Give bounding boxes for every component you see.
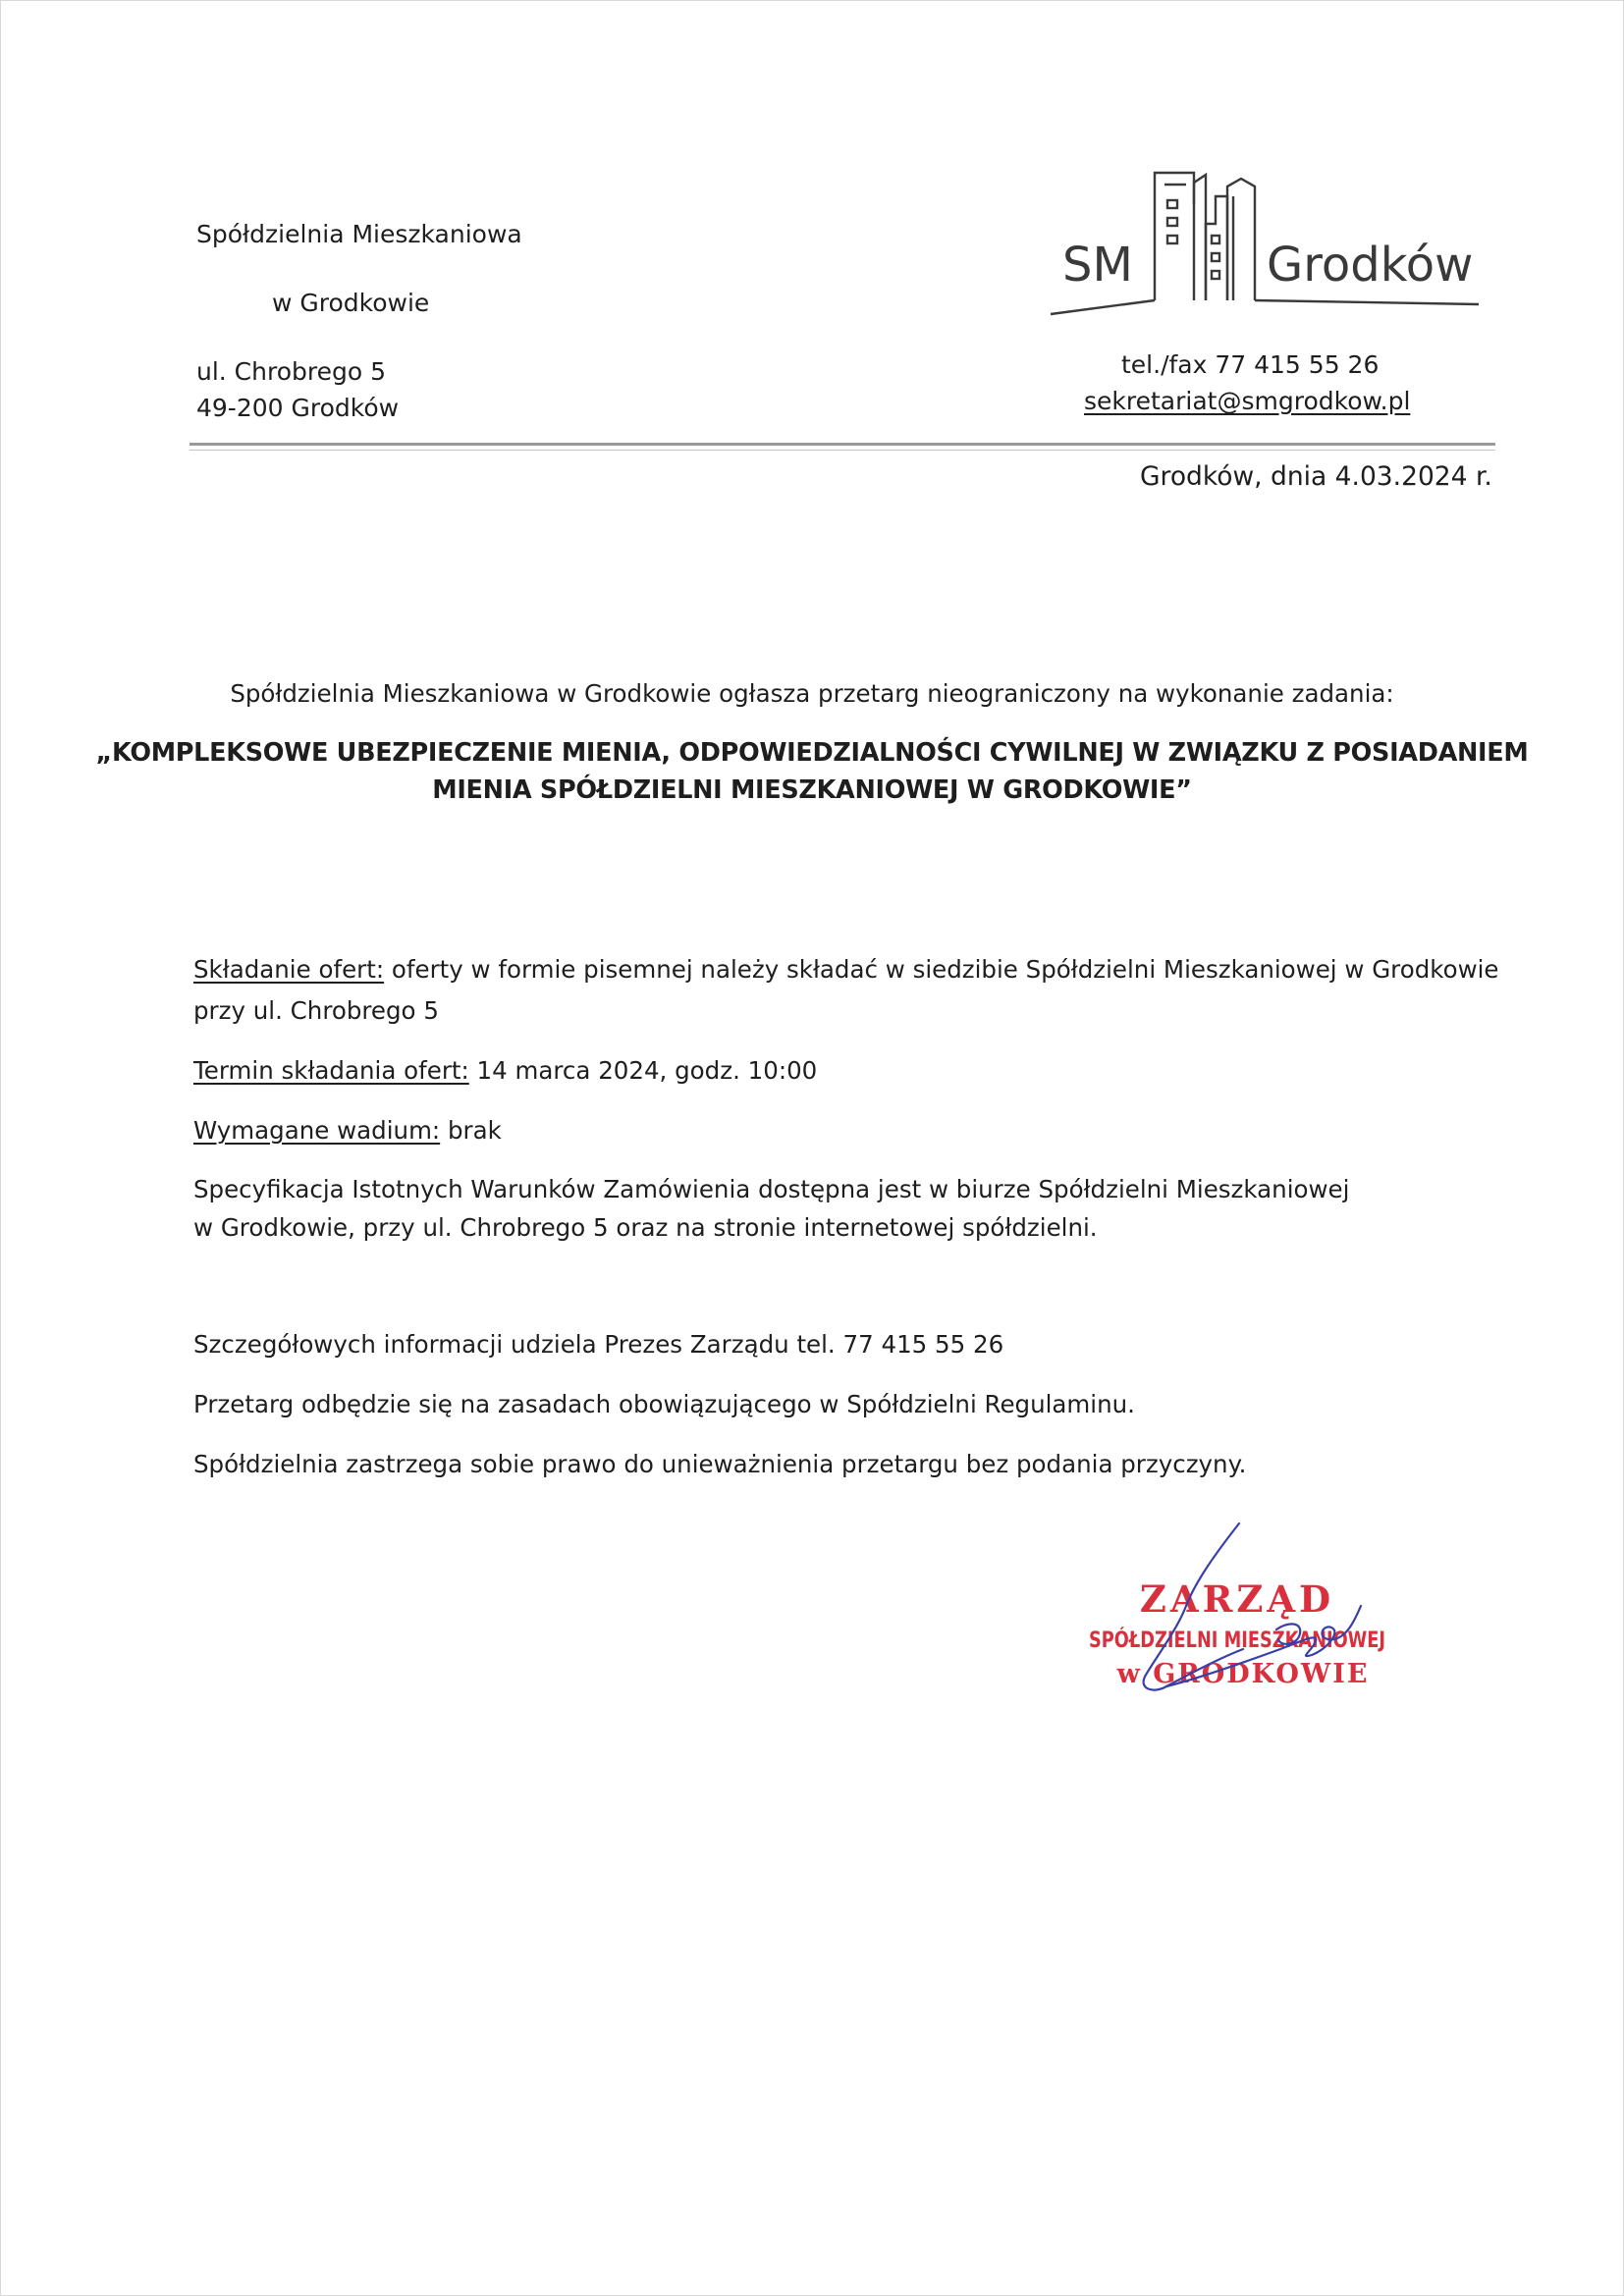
stamp-line-2: SPÓŁDZIELNI MIESZKANIOWEJ [1089,1628,1465,1653]
announcement-intro: Spółdzielnia Mieszkaniowa w Grodkowie ogłasza przetarg nieograniczony na wykonanie zadania: [230,679,1394,708]
logo-building-center [1206,196,1227,300]
stamp-line-1: ZARZĄD [1139,1577,1335,1621]
logo-text-left: SM [1062,238,1133,293]
sender-name: Spółdzielnia Mieszkaniowa [196,220,522,248]
header-divider [189,443,1495,446]
sender-street: ul. Chrobrego 5 [196,357,387,386]
deadline-label: Termin składania ofert: [193,1056,469,1085]
board-stamp [1070,1512,1465,1728]
wadium-paragraph [193,1116,502,1145]
rules-line: Przetarg odbędzie się na zasadach obowiązującego w Spółdzielni Regulaminu. [193,1390,1135,1418]
offers-paragraph-cont: przy ul. Chrobrego 5 [193,996,439,1025]
offers-text: oferty w formie pisemnej należy składać w siedzibie Spółdzielni Mieszkaniowej w Grodkowie [384,955,1499,984]
announcement-title-line-2: MIENIA SPÓŁDZIELNI MIESZKANIOWEJ W GRODKOWIE” [432,775,1192,805]
stamp-line-3: w GRODKOWIE [1116,1659,1370,1689]
company-logo [1049,165,1481,322]
contact-phone: tel./fax 77 415 55 26 [1121,350,1380,379]
logo-text-right: Grodków [1267,238,1474,293]
header-divider-thin [189,450,1495,451]
specification-line-1: Specyfikacja Istotnych Warunków Zamówienia dostępna jest w biurze Spółdzielni Mieszkaniowej [193,1175,1350,1203]
logo-building-right [1227,179,1255,300]
deadline-text: 14 marca 2024, godz. 10:00 [468,1056,818,1085]
deadline-paragraph [193,1056,817,1085]
announcement-title-line-1: „KOMPLEKSOWE UBEZPIECZENIE MIENIA, ODPOWIEDZIALNOŚCI CYWILNEJ W ZWIĄZKU Z POSIADANIEM [95,738,1529,768]
offers-label: Składanie ofert: [193,955,385,984]
reservation-line: Spółdzielnia zastrzega sobie prawo do unieważnienia przetargu bez podania przyczyny. [193,1450,1247,1478]
contact-email-link[interactable]: sekretariat@smgrodkow.pl [1084,387,1411,415]
document-date: Grodków, dnia 4.03.2024 r. [1140,461,1492,492]
information-line: Szczegółowych informacji udziela Prezes Zarządu tel. 77 415 55 26 [193,1330,1004,1359]
wadium-label: Wymagane wadium: [193,1116,441,1145]
sender-postcode: 49-200 Grodków [196,394,400,422]
specification-line-2: w Grodkowie, przy ul. Chrobrego 5 oraz na stronie internetowej spółdzielni. [193,1213,1098,1242]
wadium-text: brak [440,1116,502,1145]
sender-city: w Grodkowie [272,289,430,317]
offers-paragraph [193,955,1498,984]
